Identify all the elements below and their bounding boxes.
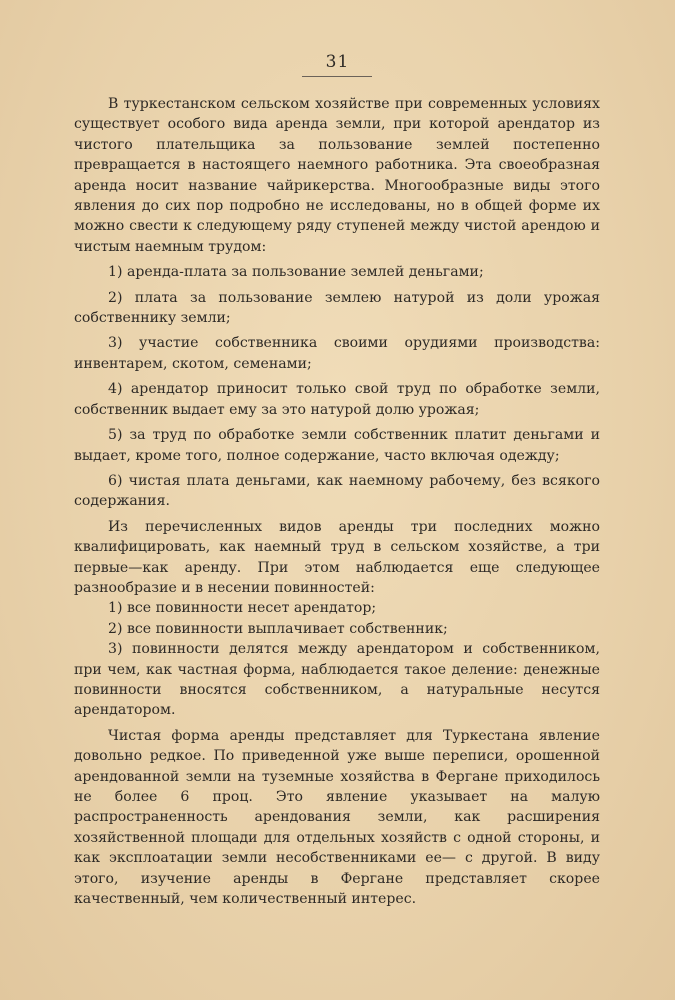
paragraph-classification: Из перечисленных видов аренды три последних можно квалифицировать, как наемный труд в сельском хозяйстве, а три первые—как аренду. При этом наблюдается еще следующее разнообразие и в несении повинностей: [74, 518, 600, 596]
page-number: 31 [325, 52, 350, 72]
list-item-5: 5) за труд по обработке земли собственник платит деньгами и выдает, кроме того, полное содержание, часто включая одежду; [74, 427, 600, 464]
duty-item-3: 3) повинности делятся между арендатором и собственником, при чем, как частная форма, наблюдается такое деление: денежные повинности вносятся собственником, а натуральные несутся арендатором. [74, 641, 600, 719]
list-item-4: 4) арендатор приносит только свой труд по обработке земли, собственник выдает ему за это натурой долю урожая; [74, 381, 600, 418]
duty-item-2: 2) все повинности выплачивает собственник; [108, 620, 448, 637]
body-text [74, 94, 600, 909]
list-item-3: 3) участие собственника своими орудиями производства: инвентарем, скотом, семенами; [74, 335, 600, 372]
list-item-6: 6) чистая плата деньгами, как наемному рабочему, без всякого содержания. [74, 472, 600, 510]
duty-item-1: 1) все повинности несет арендатор; [108, 600, 377, 617]
list-item-2: 2) плата за пользование землею натурой из доли урожая собственнику земли; [74, 289, 600, 327]
page-number-rule [302, 76, 372, 77]
list-item-1: 1) аренда-плата за пользование землей деньгами; [108, 264, 484, 281]
paragraph-conclusion: Чистая форма аренды представляет для Туркестана явление довольно редкое. По приведенной уже выше переписи, орошенной арендованной земли на туземные хозяйства в Фергане приходилось не более 6 проц. Это явление указывает на малую распространенность арендования земли, как расширения хозяйственной площади для отдельных хозяйств с одной стороны, и как эксплоатации земли несобственниками ее— с другой. В виду этого, изучение аренды в Фергане представляет скорее качественный, чем количественный интерес. [74, 727, 600, 908]
paragraph-intro: В туркестанском сельском хозяйстве при современных условиях существует особого вида аренда земли, при которой арендатор из чистого плательщика за пользование землей постепенно превращается в настоящего наемного работника. Эта своеобразная аренда носит название чайрикерства. Многообразные виды этого явления до сих пор подробно не исследованы, но в общей форме их можно свести к следующему ряду ступеней между чистой арендою и чистым наемным трудом: [74, 96, 600, 255]
